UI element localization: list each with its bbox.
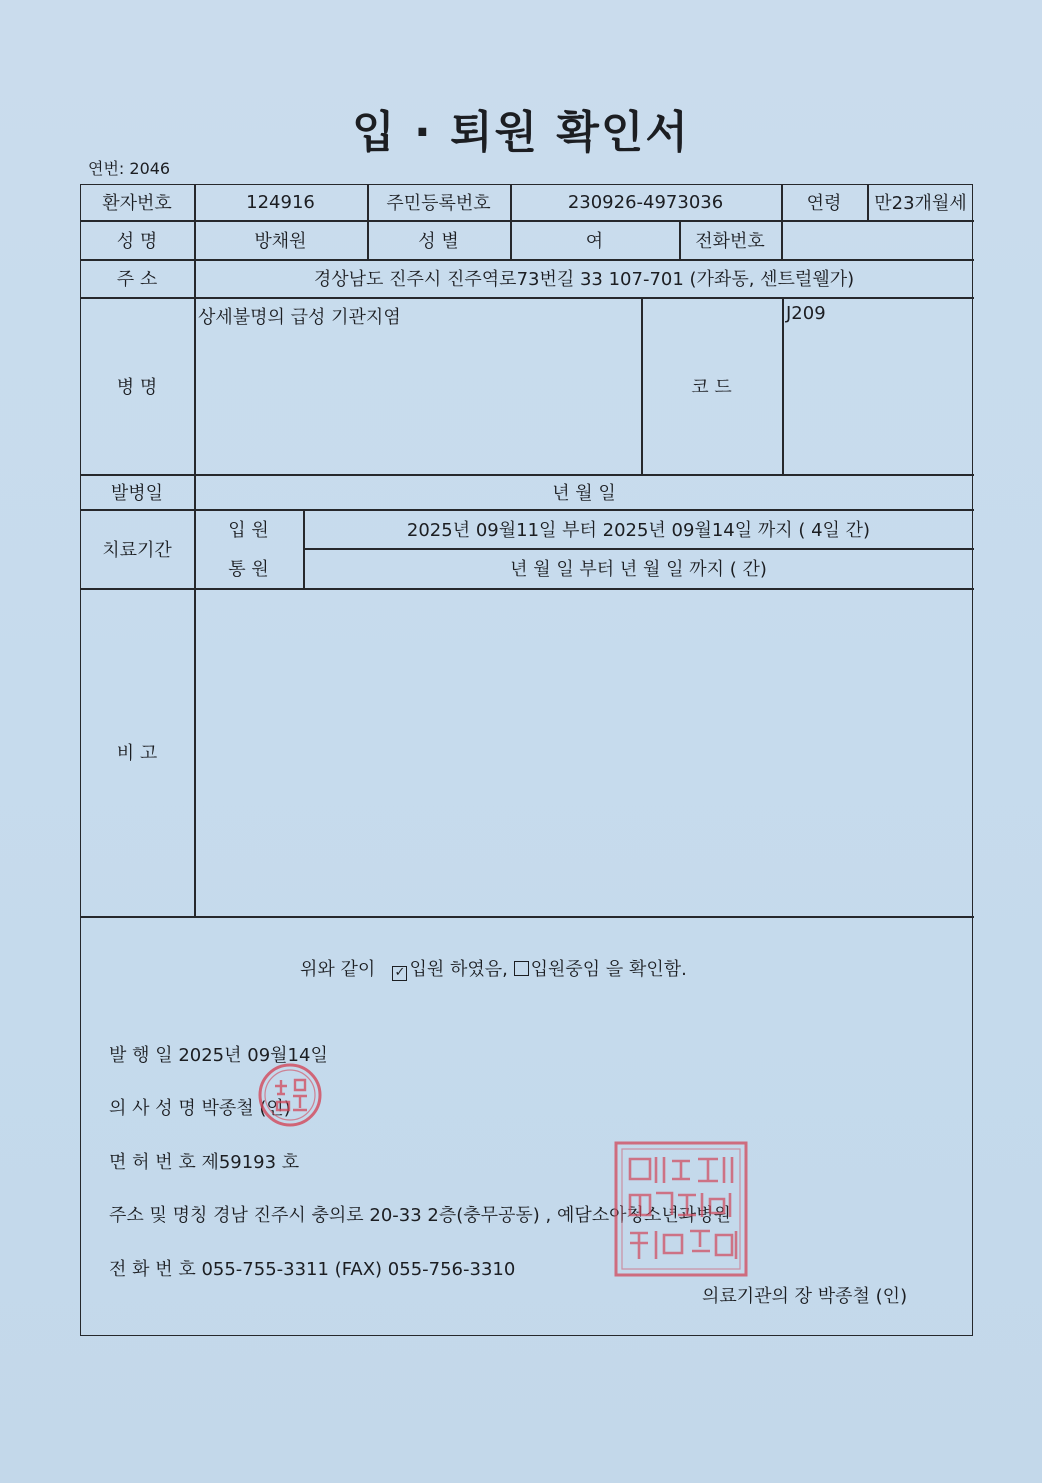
- confirm-option2: 입원중임 을 확인함.: [530, 959, 687, 980]
- form-table: [80, 184, 974, 1337]
- confirm-prefix: 위와 같이: [300, 959, 376, 980]
- outpatient-label: 통 원: [228, 559, 269, 580]
- inpatient-checkbox-unchecked: [514, 961, 529, 976]
- inpatient-checkbox-checked: ✓: [392, 966, 407, 981]
- inpatient-label: 입 원: [228, 519, 269, 541]
- remarks-label: 비 고: [116, 743, 158, 764]
- disease-label: 병 명: [116, 376, 158, 398]
- doctor-name: 의 사 성 명 박종철 (인): [109, 1098, 291, 1119]
- age-label: 연령: [806, 193, 842, 214]
- address-value: 경상남도 진주시 진주역로73번길 33 107-701 (가좌동, 센트럴웰가): [313, 269, 855, 290]
- name-value: 방채원: [254, 230, 307, 252]
- resident-no-label: 주민등록번호: [386, 193, 491, 214]
- name-label: 성 명: [116, 230, 158, 252]
- row-line: [80, 916, 974, 918]
- institution-address: 주소 및 명칭 경남 진주시 충의로 20-33 2층(충무공동) , 예담소아청소년과병원: [109, 1205, 731, 1226]
- confirm-option1: 입원 하였음,: [409, 959, 508, 980]
- patient-no-value: 124916: [246, 191, 315, 213]
- row-line: [80, 588, 974, 590]
- code-label: 코 드: [691, 376, 732, 398]
- institution-head: 의료기관의 장 박종철 (인): [702, 1286, 908, 1307]
- age-value: 만23개월세: [874, 193, 967, 214]
- license-number: 면 허 번 호 제59193 호: [109, 1152, 300, 1173]
- code-value: J209: [786, 303, 826, 324]
- address-label: 주 소: [116, 269, 158, 290]
- resident-no-value: 230926-4973036: [567, 191, 724, 213]
- patient-no-label: 환자번호: [102, 193, 172, 214]
- hospital-seal-icon: [612, 1139, 750, 1279]
- treatment-period-label: 치료기간: [102, 539, 172, 561]
- document-title: 입 · 퇴원 확인서: [352, 107, 690, 158]
- sex-label: 성 별: [418, 230, 459, 252]
- disease-value: 상세불명의 급성 기관지염: [198, 307, 401, 328]
- sex-value: 여: [585, 230, 604, 252]
- institution-phone: 전 화 번 호 055-755-3311 (FAX) 055-756-3310: [109, 1259, 516, 1280]
- phone-label: 전화번호: [695, 230, 765, 252]
- outpatient-period: 년 월 일 부터 년 월 일 까지 ( 간): [510, 559, 767, 580]
- doctor-seal-icon: [255, 1060, 325, 1130]
- inpatient-period: 2025년 09월11일 부터 2025년 09월14일 까지 ( 4일 간): [406, 519, 871, 541]
- issue-date: 발 행 일 2025년 09월14일: [109, 1045, 328, 1066]
- onset-label: 발병일: [110, 482, 164, 504]
- serial-number: 연번: 2046: [88, 159, 171, 178]
- onset-value: 년 월 일: [552, 482, 616, 504]
- phone-value: [781, 220, 974, 259]
- confirm-statement: [300, 955, 687, 981]
